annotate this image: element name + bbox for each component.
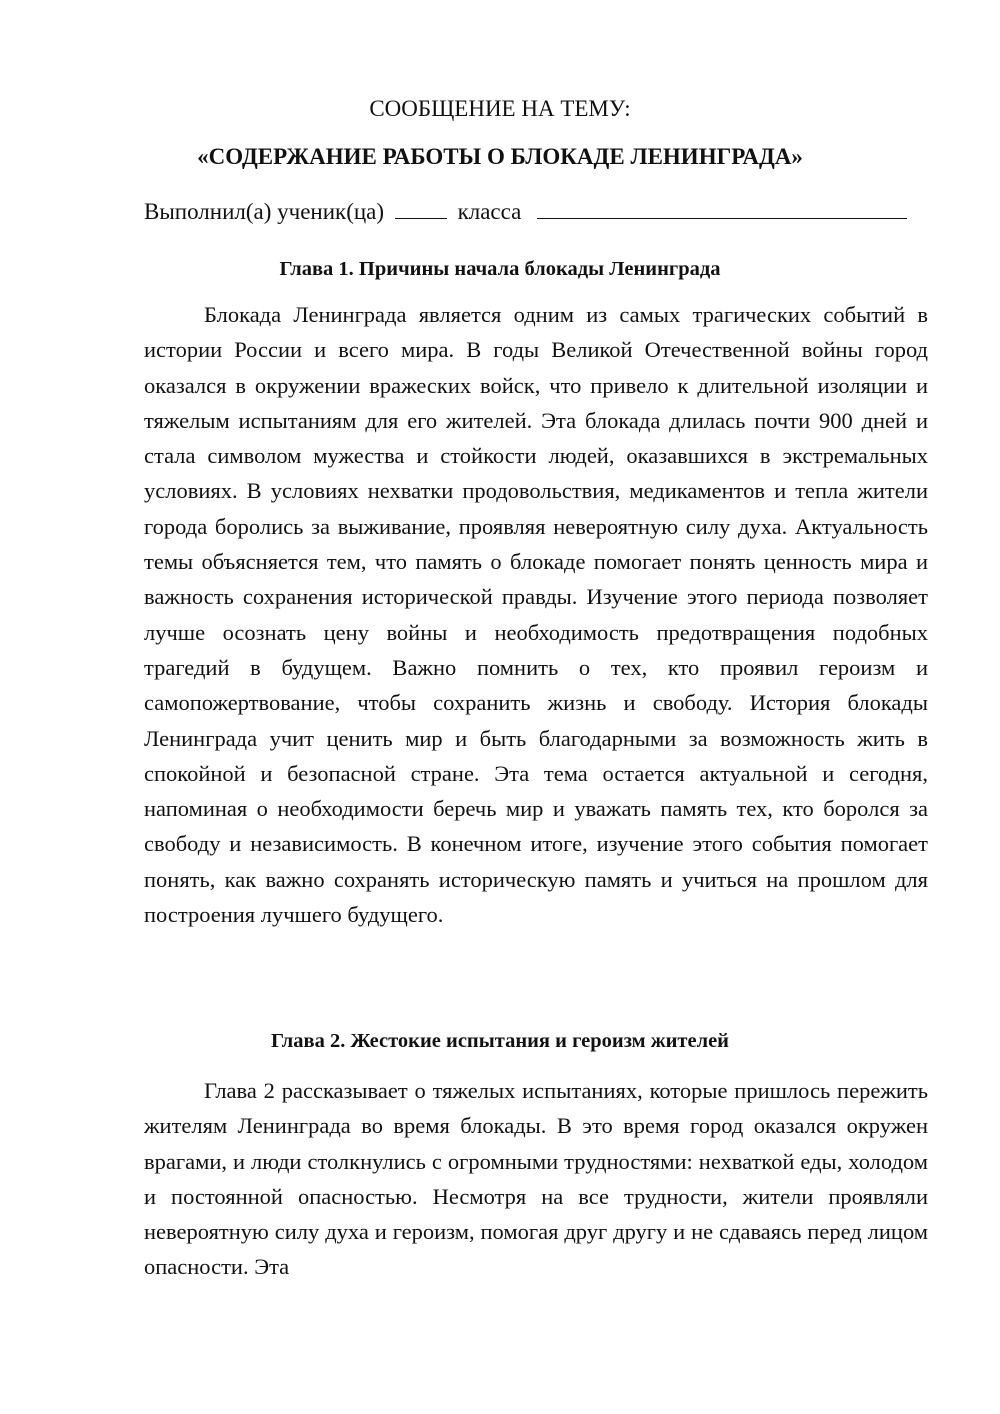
author-line: [144, 196, 934, 227]
class-number-blank: [395, 196, 447, 219]
author-label: Выполнил(а) ученик(ца): [144, 199, 385, 224]
document-title-line1: СООБЩЕНИЕ НА ТЕМУ:: [369, 96, 631, 121]
class-label: класса: [457, 199, 522, 224]
document-title-line2: «СОДЕРЖАНИЕ РАБОТЫ О БЛОКАДЕ ЛЕНИНГРАДА»: [197, 144, 803, 169]
chapter-1-paragraph: Блокада Ленинграда является одним из самых трагических событий в истории России и всего мира. В годы Великой Отечественной войны город оказался в окружении вражеских войск, что привело к длительной изоляции и тяжелым испытаниям для его жителей. Эта блокада длилась почти 900 дней и стала символом мужества и стойкости людей, оказавшихся в экстремальных условиях. В условиях нехватки продовольствия, медикаментов и тепла жители города боролись за выживание, проявляя невероятную силу духа. Актуальность темы объясняется тем, что память о блокаде помогает понять ценность мира и важность сохранения исторической правды. Изучение этого периода позволяет лучше осознать цену войны и необходимость предотвращения подобных трагедий в будущем. Важно помнить о тех, кто проявил героизм и самопожертвование, чтобы сохранить жизнь и свободу. История блокады Ленинграда учит ценить мир и быть благодарными за возможность жить в спокойной и безопасной стране. Эта тема остается актуальной и сегодня, напоминая о необходимости беречь мир и уважать память тех, кто боролся за свободу и независимость. В конечном итоге, изучение этого события помогает понять, как важно сохранять историческую память и учиться на прошлом для построения лучшего будущего.: [144, 302, 928, 928]
chapter-2-heading: Глава 2. Жестокие испытания и героизм жителей: [271, 1030, 729, 1052]
student-name-blank: [537, 196, 907, 219]
chapter-2-paragraph: Глава 2 рассказывает о тяжелых испытаниях, которые пришлось пережить жителям Ленинграда во время блокады. В это время город оказался окружен врагами, и люди столкнулись с огромными трудностями: нехваткой еды, холодом и постоянной опасностью. Несмотря на все трудности, жители проявляли невероятную силу духа и героизм, помогая друг другу и не сдаваясь перед лицом опасности. Эта: [144, 1078, 928, 1280]
chapter-1-heading: Глава 1. Причины начала блокады Ленинграда: [279, 258, 721, 280]
